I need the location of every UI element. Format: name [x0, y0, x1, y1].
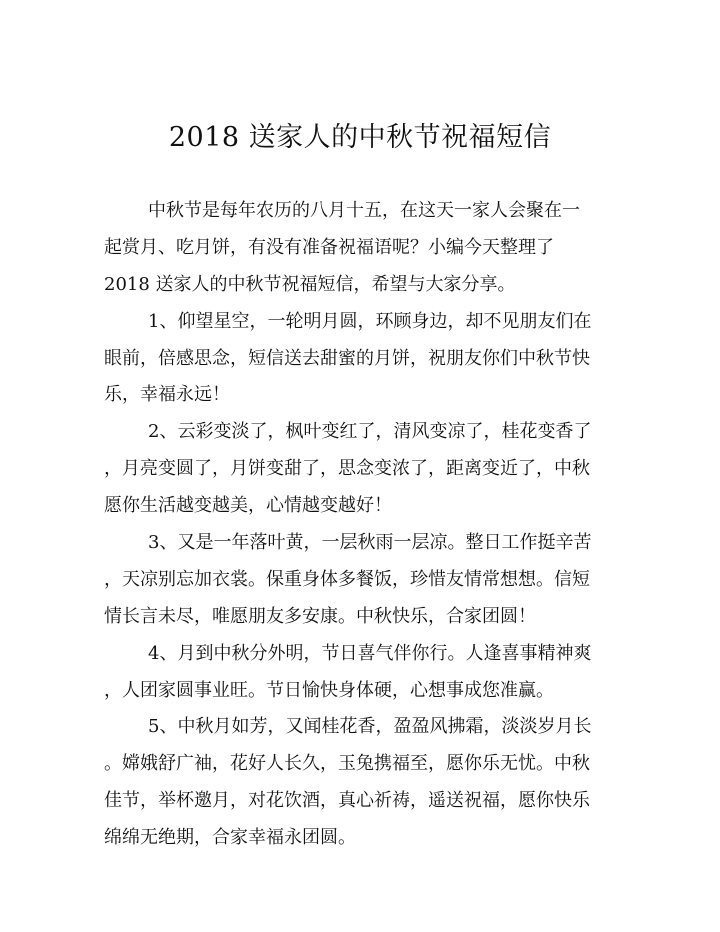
message-5-line: 。嫦娥舒广袖，花好人长久，玉兔携福至，愿你乐无忧。中秋 [104, 753, 590, 775]
message-2-line: 愿你生活越变越美，心情越变越好！ [104, 495, 392, 517]
document-body [104, 193, 616, 857]
message-2-line: 2、云彩变淡了，枫叶变红了，清风变凉了，桂花变香了 [148, 421, 592, 443]
document-title: 2018 送家人的中秋节祝福短信 [168, 122, 552, 153]
message-5-line: 5、中秋月如芳，又闻桂花香，盈盈风拂霜，淡淡岁月长 [148, 716, 592, 738]
message-3-line: 3、又是一年落叶黄，一层秋雨一层凉。整日工作挺辛苦 [148, 532, 592, 554]
message-3-line: ，天凉别忘加衣裳。保重身体多餐饭，珍惜友情常想想。信短 [104, 568, 590, 590]
message-5-line: 绵绵无绝期，合家幸福永团圆。 [104, 827, 356, 849]
message-4-line: ，人团家圆事业旺。节日愉快身体硬，心想事成您准赢。 [104, 679, 554, 701]
intro-line: 起赏月、吃月饼，有没有准备祝福语呢？小编今天整理了 [104, 236, 554, 258]
intro-line: 中秋节是每年农历的八月十五，在这天一家人会聚在一 [148, 200, 580, 221]
message-2-line: ，月亮变圆了，月饼变甜了，思念变浓了，距离变近了，中秋 [104, 458, 590, 480]
message-1-line: 乐，幸福永远！ [104, 384, 230, 406]
message-4-line: 4、月到中秋分外明，节日喜气伴你行。人逢喜事精神爽 [148, 642, 592, 664]
message-5-line: 佳节，举杯邀月，对花饮酒，真心祈祷，遥送祝福，愿你快乐 [104, 790, 590, 812]
message-3-line: 情长言未尽，唯愿朋友多安康。中秋快乐，合家团圆！ [104, 605, 536, 627]
intro-line: 2018 送家人的中秋节祝福短信，希望与大家分享。 [104, 273, 516, 295]
message-1-line: 眼前，倍感思念，短信送去甜蜜的月饼，祝朋友你们中秋节快 [104, 347, 590, 369]
message-1-line: 1、仰望星空，一轮明月圆，环顾身边，却不见朋友们在 [148, 310, 592, 332]
